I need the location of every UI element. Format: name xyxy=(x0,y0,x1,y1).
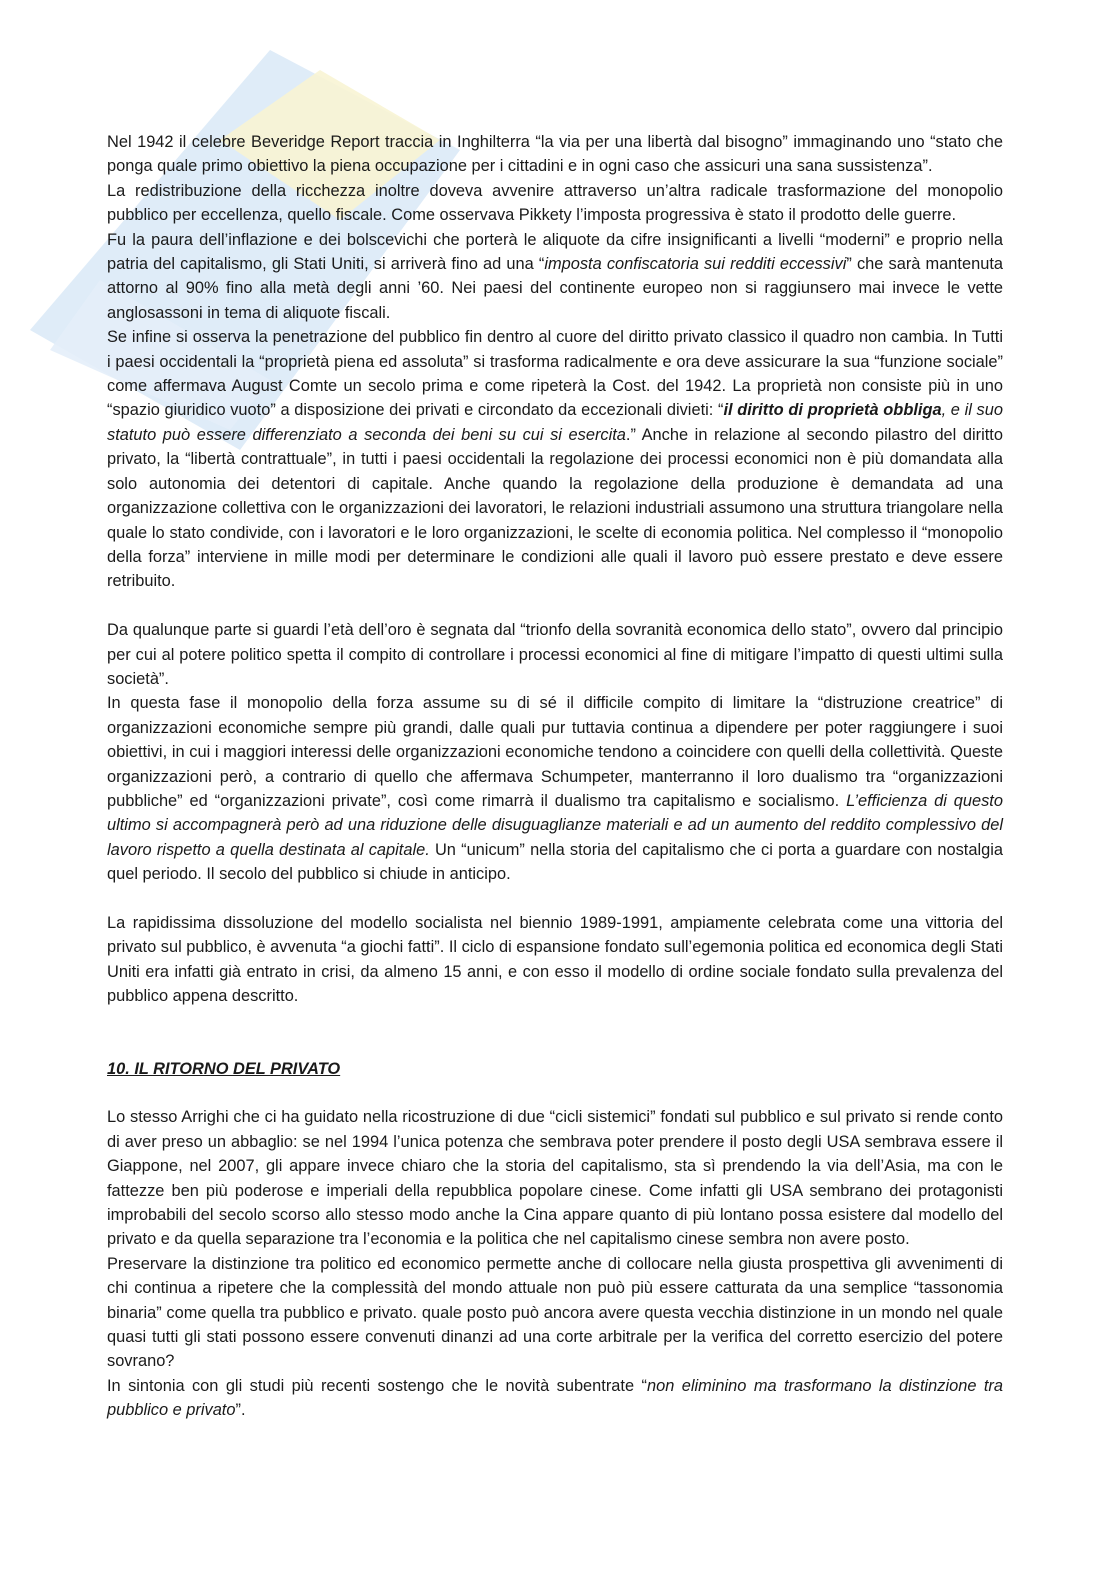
paragraph-gap xyxy=(107,594,1003,618)
paragraph-text: Preservare la distinzione tra politico ed economico permette anche di collocare nella giusta prospettiva gli avvenimenti di chi continua a ripetere che la complessità del mondo attuale non può più essere catturata da una semplice “tassonomia binaria” come quella tra pubblico e privato. quale posto può ancora avere questa vecchia distinzione in un mondo nel quale quasi tutti gli stati possono essere convenuti dinanzi ad una corte arbitrale per la verifica del corretto esercizio del potere sovrano? xyxy=(107,1254,1003,1371)
paragraph-text: Un “unicum” nella storia del capitalismo che ci porta a guardare con nostalgia quel periodo. Il secolo del pubblico si chiude in anticipo. xyxy=(107,840,1003,884)
paragraph-text: Se infine si osserva la penetrazione del pubblico fin dentro al cuore del diritto privato classico il quadro non cambia. In Tutti i paesi occidentali la “proprietà piena ed assoluta” si trasforma radicalmente e ora deve assicurare la sua “funzione sociale” come affermava August Comte un secolo prima e come ripeterà la Cost. del 1942. La proprietà non consiste più in uno “spazio giuridico vuoto” a disposizione dei privati e circondato da eccezionali divieti: “ xyxy=(107,328,1003,420)
document-body xyxy=(107,130,1003,1423)
paragraph-text: Fu la paura dell’inflazione e dei bolscevichi che porterà le aliquote da cifre insignificanti a livelli “moderni” e proprio nella patria del capitalismo, gli Stati Uniti, si arriverà fino ad una “ xyxy=(107,230,1003,274)
paragraph-text: La redistribuzione della ricchezza inoltre doveva avvenire attraverso un’altra radicale trasformazione del monopolio pubblico per eccellenza, quello fiscale. Come osservava Pikkety l’imposta progressiva è stato il prodotto delle guerre. xyxy=(107,181,1003,225)
section-gap xyxy=(107,1009,1003,1057)
paragraph-text: Nel 1942 il celebre Beveridge Report traccia in Inghilterra “la via per una libertà dal bisogno” immaginando uno “stato che ponga quale primo obiettivo la piena occupazione per i cittadini e in ogni caso che assicuri una sana sussistenza”. xyxy=(107,133,1003,176)
italic-quote: imposta confiscatoria sui redditi eccessivi xyxy=(544,255,847,274)
italic-quote: , e il suo statuto può essere differenziato a seconda dei beni su cui si esercita xyxy=(107,401,1003,444)
paragraph-conclusion xyxy=(107,1374,1003,1423)
bold-italic-quote: il diritto di proprietà obbliga xyxy=(723,401,942,420)
paragraph-beveridge xyxy=(107,130,1003,179)
paragraph-dissolution xyxy=(107,911,1003,1009)
paragraph-text: .” Anche in relazione al secondo pilastro del diritto privato, la “libertà contrattuale”, in tutti i paesi occidentali la regolazione dei processi economici non è più domandata alla solo autonomia dei detentori di capitale. Anche quando la regolazione della produzione è demandata ad una organizzazione collettiva con le organizzazioni dei lavoratori, le relazioni industriali assumono una struttura triangolare nella quale lo stato condivide, con i lavoratori e le loro organizzazioni, le scelte di economia politica. Nel complesso il “monopolio della forza” interviene in mille modi per determinare le condizioni alle quali il lavoro può essere prestato e deve essere retribuito. xyxy=(107,425,1003,591)
paragraph-text: In questa fase il monopolio della forza assume su di sé il difficile compito di limitare la “distruzione creatrice” di organizzazioni economiche sempre più grandi, dalle quali pur tuttavia continua a dipendere per poter raggiungere i suoi obiettivi, in cui i maggiori interessi delle organizzazioni economiche tendono a coincidere con quelli della collettività. Queste organizzazioni però, a contrario di quello che affermava Schumpeter, manterranno il loro dualismo tra “organizzazioni pubbliche” ed “organizzazioni private”, così come rimarrà il dualismo tra capitalismo e socialismo. xyxy=(107,694,1003,810)
paragraph-text: In sintonia con gli studi più recenti sostengo che le novità subentrate “ xyxy=(107,1376,647,1395)
paragraph-text: La rapidissima dissoluzione del modello socialista nel biennio 1989-1991, ampiamente celebrata come una vittoria del privato sul pubblico, è avvenuta “a giochi fatti”. Il ciclo di espansione fondato sull’egemonia politica ed economica degli Stati Uniti era infatti già entrato in crisi, da almeno 15 anni, e con esso il modello di ordine sociale fondato sulla prevalenza del pubblico appena descritto. xyxy=(107,913,1003,1006)
paragraph-text: ”. xyxy=(235,1401,246,1420)
italic-quote: non eliminino ma trasformano la distinzione tra pubblico e privato xyxy=(107,1376,1004,1420)
paragraph-monopoly xyxy=(107,691,1003,886)
italic-quote: L’efficienza di questo ultimo si accompagnerà però ad una riduzione delle disuguaglianze materiali e ad un aumento del reddito complessivo del lavoro rispetto a quella destinata al capitale. xyxy=(107,791,1003,859)
paragraph-arrighi xyxy=(107,1105,1003,1251)
paragraph-gap xyxy=(107,887,1003,911)
paragraph-text: ” che sarà mantenuta attorno al 90% fino alla metà degli anni ’60. Nei paesi del continente europeo non si raggiunsero mai invece le vette anglosassoni in tema di aliquote fiscali. xyxy=(107,255,1003,322)
paragraph-golden-age xyxy=(107,618,1003,691)
paragraph-distinction xyxy=(107,1252,1003,1374)
paragraph-text: Da qualunque parte si guardi l’età dell’oro è segnata dal “trionfo della sovranità economica dello stato”, ovvero dal principio per cui al potere politico spetta il compito di controllare i processi economici al fine di mitigare l’impatto di questi ultimi sulla società”. xyxy=(107,621,1003,688)
paragraph-inflation xyxy=(107,228,1003,326)
paragraph-redistribution xyxy=(107,179,1003,228)
paragraph-text: Lo stesso Arrighi che ci ha guidato nella ricostruzione di due “cicli sistemici” fondati sul pubblico e sul privato si rende conto di aver preso un abbaglio: se nel 1994 l’unica potenza che sembrava poter prendere il posto degli USA sembrava essere il Giappone, nel 2007, gli appare invece chiaro che la storia del capitalismo, sta sì prendendo la via dell’Asia, ma con le fattezze ben più poderose e imperiali della repubblica popolare cinese. Come infatti gli USA sembrano dei protagonisti improbabili del secolo scorso allo stesso modo anche la Cina appare quanto di più lontano possa esistere dal modello del privato e da quella separazione tra l’economia e la politica che nel capitalismo cinese sembra non avere posto. xyxy=(107,1108,1003,1249)
paragraph-gap xyxy=(107,1081,1003,1105)
paragraph-property xyxy=(107,325,1003,593)
section-heading: 10. IL RITORNO DEL PRIVATO xyxy=(107,1059,341,1078)
